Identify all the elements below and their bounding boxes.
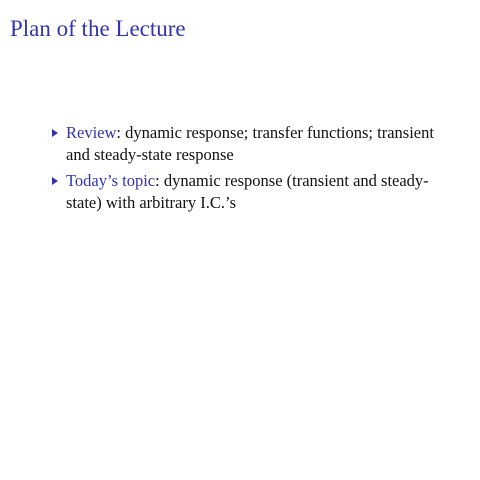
bullet-item-todays-topic [40,170,460,214]
bullet-separator: : [116,123,126,142]
triangle-bullet-icon [52,177,58,185]
bullet-label: Today’s topic [66,171,156,190]
bullet-item-review [40,122,460,166]
bullet-label: Review [66,123,117,142]
triangle-bullet-icon [52,129,58,137]
bullet-text: dynamic response (transient and steady-state) with arbitrary I.C.’s [66,171,429,212]
bullet-list [40,122,460,218]
bullet-text: dynamic response; transfer functions; transient and steady-state response [66,123,434,164]
bullet-separator: : [155,171,164,190]
slide-title: Plan of the Lecture [10,16,186,41]
